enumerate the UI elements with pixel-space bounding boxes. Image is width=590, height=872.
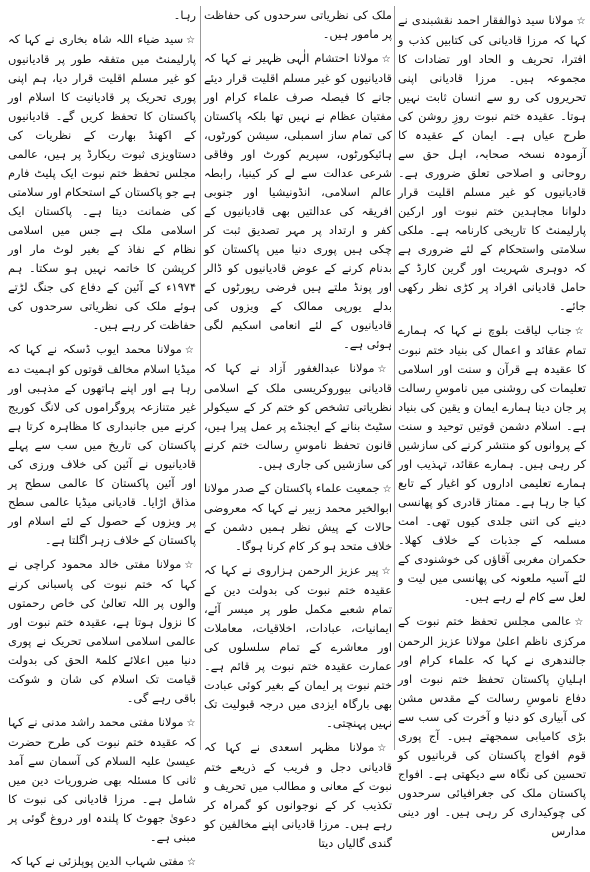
paragraph-text: مولانا احتشام الٰہی ظہیر نے کہا کہ قادیانیوں کو غیر مسلم اقلیت قرار دیئے جانے کا فیصلہ صرف علماء کرام اور مفتیان عظام نے نہیں تھا بلکہ پاکستان کی تمام ساز اسمبلی، سیشن کورٹوں، ہائیکورٹوں، سپریم کورٹ اور وفاقی شرعی عدالت سے لے کر کینیا، رابطہ عالم اسلامی، انڈونیشیا اور جنوبی افریقہ کی عدالتیں بھی قادیانیوں کے کفر و ارتداد پر مہر تصدیق ثبت کر چکی ہیں پوری دنیا میں پاکستان کو بدنام کرنے کے عوض قادیانیوں کو ڈالر اور پونڈ ملتے ہیں فرضی رپورٹوں کے بدلے یورپی ممالک کے ویزوں کی قادیانیوں کے لئے انعامی اسکیم لگی ہوئی ہے۔ [204,51,392,351]
paragraph-text: عالمی مجلس تحفظ ختم نبوت کے مرکزی ناظم اعلیٰ مولانا عزیز الرحمن جالندھری نے کہا کہ علماء کرام اور اہلیانِ پاکستان تحفظ ختم نبوت اور دفاع ناموسِ رسالت کے مقدس مشن کی آبیاری کو دنیا و آخرت کی سب سے بڑی کامیابی سمجھتے ہیں۔ آج پوری قوم افواج پاکستان کی قربانیوں کو تحسین کی نگاہ سے دیکھتی ہے۔ افواج پاکستان ملک کی جغرافیائی سرحدوں کی چوکیداری کر رہی ہیں۔ اور دینی مدارس [398,614,586,838]
star-bullet-icon: ☆ [377,743,392,754]
paragraph-text: مولانا مظہر اسعدی نے کہا کہ قادیانی دجل و فریب کے ذریعے ختم نبوت کے معانی و مطالب میں تحریف و تکذیب کر کے نوجوانوں کو گمراہ کر رہے ہیں۔ مرزا قادیانی اپنے مخالفین کو گندی گالیاں دیتا [204,740,392,850]
paragraph-text: پیر عزیز الرحمن ہزاروی نے کہا کہ عقیدہ ختم نبوت کی بدولت دین کے تمام شعبے مکمل طور پر میسر آئے، ایمانیات، عبادات، اخلاقیات، معاملات اور معاشرے کے تمام سلسلوں کی عمارت عقیدہ ختم نبوت پر قائم ہے۔ ختم نبوت پر ایمان کے بغیر کوئی عبادت بھی بارگاہ ایزدی میں درجہ قبولیت تک نہیں پہنچتی۔ [204,563,392,730]
column-middle [204,6,393,850]
star-bullet-icon: ☆ [377,364,392,375]
paragraph [8,30,196,335]
star-bullet-icon: ☆ [187,857,196,868]
paragraph [204,359,392,474]
paragraph [8,852,196,872]
paragraph [8,6,196,25]
paragraph-text: جناب لیاقت بلوچ نے کہا کہ ہمارے تمام عقائد و اعمال کی بنیاد ختم نبوت کا عقیدہ ہے قرآن و سنت اور اسلامی تعلیمات کی روشنی میں ناموسِ رسالت پر جان دینا ہمارے ایمان و یقین کی بنیاد ہے۔ اسلام دشمن قوتیں توحید و سنت کے پروانوں کو منتشر کرنے کی سازشیں کر رہی ہیں۔ ہمارے عقائد، تہذیب اور ہمارے تعلیمی اداروں کو اغیار کے تابع کیا جا رہا ہے۔ ممتاز قادری کو پھانسی دینے کی اتنی جلدی کیوں تھی۔ امت مسلمہ کے جذبات کے خلاف کھلا۔ حکمران مغربی آقاؤں کی خوشنودی کے لئے آسیہ ملعونہ کی پھانسی میں لیت و لعل سے کام لے رہے ہیں۔ [398,323,586,604]
paragraph [8,555,196,708]
paragraph-text: جمعیت علماء پاکستان کے صدر مولانا ابوالخیر محمد زبیر نے کہا کہ معروضی حالات کے پیش نظر ہمیں دشمن کے خلاف متحد ہو کر کام کرنا ہوگا۔ [204,481,392,553]
star-bullet-icon: ☆ [574,617,587,628]
paragraph [204,6,392,44]
star-bullet-icon: ☆ [381,54,392,65]
column-left [8,6,197,868]
star-bullet-icon: ☆ [186,718,196,729]
paragraph-text: ملک کی نظریاتی سرحدوں کی حفاظت پر مامور ہیں۔ [204,8,392,41]
column-divider [394,6,395,750]
paragraph-text: مولانا مفتی محمد راشد مدنی نے کہا کہ عقیدہ ختم نبوت کی طرح حضرت عیسیٰ علیہ السلام کی آسمان سے آمد ثانی کا مسئلہ بھی ضروریات دین میں شامل ہے۔ مرزا قادیانی کی نبوت کا دعویٰ جھوٹ کا پلندہ اور دروغ گوئی پر مبنی ہے۔ [8,715,196,844]
star-bullet-icon: ☆ [574,326,587,337]
paragraph [398,612,586,841]
paragraph-text: رہا۔ [173,8,196,22]
star-bullet-icon: ☆ [186,35,196,46]
paragraph [204,49,392,354]
paragraph [204,738,392,853]
star-bullet-icon: ☆ [381,566,393,577]
star-bullet-icon: ☆ [382,484,392,495]
paragraph [204,561,392,733]
column-right [398,6,587,838]
paragraph-text: مولانا محمد ایوب ڈسکہ نے کہا کہ میڈیا اسلام مخالف قوتوں کو اہمیت دے رہا ہے اور اپنے ہاتھوں کے مذہبی اور غیر متنازعہ پروگراموں کی لانگ کوریج کرنے میں جانبداری کا مظاہرہ کرتا ہے پاکستان کی تاریخ میں سب سے پہلے قادیانیوں نے آئین کی خلاف ورزی کی اور آئین پاکستان کا عالمی سطح پر مذاق اڑایا۔ قادیانی میڈیا عالمی سطح پر ویزوں کے حصول کے لئے اسلام اور پاکستان کے خلاف زہر اگلتا ہے۔ [8,342,196,547]
paragraph-text: مولانا عبدالغفور آزاد نے کہا کہ قادیانی بیوروکریسی ملک کے اسلامی نظریاتی تشخص کو ختم کر کے سیکولر سٹیٹ بنانے کے ایجنڈے پر عمل پیرا ہیں، قانون تحفظ ناموسِ رسالت ختم کرنے کی سازشیں کی جاری ہیں۔ [204,361,392,471]
paragraph [398,321,586,607]
paragraph-text: مولانا سید ذوالفقار احمد نقشبندی نے کہا کہ مرزا قادیانی کی کتابیں کذب و افترا، تحریف و الحاد اور تضادات کا مجموعہ ہیں۔ مرزا قادیانی اپنی تحریروں کی رو سے انسان ثابت نہیں ہوتا۔ عقیدہ ختم نبوت روزِ روشن کی طرح عیاں ہے۔ ایمان کے عقیدہ کا آزمودہ نسخہ صحابہ، اہل حق سے روحانی و اصلاحی تعلق ضروری ہے۔ قادیانیوں کو غیر مسلم اقلیت قرار دلوانا مجاہدین ختم نبوت اور ارکین پارلیمنٹ کا تاریخی کارنامہ ہے۔ ملکی سلامتی واستحکام کے لئے ضروری ہے کہ دوہری شہریت اور گرین کارڈ کے حامل قادیانی افراد پر کڑی نظر رکھی جائے۔ [398,13,586,313]
paragraph-text: سید ضیاء اللہ شاہ بخاری نے کہا کہ پارلیمنٹ میں متفقہ طور پر قادیانیوں کو غیر مسلم اقلیت قرار دیا، ہم اپنی پوری تحریک پر قادیانیت کا اسلام اور پاکستان کا تحفظ کریں گے۔ قادیانیوں کے اکھنڈ بھارت کے نظریات کی دستاویزی ثبوت ریکارڈ پر ہیں، عالمی مجلس تحفظ ختم نبوت ایک پلیٹ فارم ہے جو پاکستان کے استحکام اور سلامتی کی ضمانت دیتا ہے۔ پاکستان ایک اسلامی ملک ہے جس میں اسلامی نظام کے نفاذ کے بغیر لوٹ مار اور کرپشن کا خاتمہ نہیں ہو سکتا۔ ہم ۱۹۷۴ء کے آئین کے دفاع کی جنگ لڑتے ہوئے ملک کی نظریاتی سرحدوں کی حفاظت کر رہے ہیں۔ [8,32,196,332]
star-bullet-icon: ☆ [184,345,197,356]
paragraph [398,11,586,316]
paragraph [204,479,392,556]
star-bullet-icon: ☆ [576,16,587,27]
column-divider [200,6,201,750]
paragraph-text: مفتی شہاب الدین پوپلزئی نے کہا کہ [10,854,185,868]
star-bullet-icon: ☆ [184,560,197,571]
paragraph-text: مولانا مفتی خالد محمود کراچی نے کہا کہ ختم نبوت کی پاسبانی کرنے والوں پر اللہ تعالیٰ کی خاص رحمتوں کا نزول ہوتا ہے، عقیدہ ختم نبوت اور عالمی اسلامی اسلامی تحریک نے پوری دنیا میں اعلائے کلمۃ الحق کی بدولت قیامت تک اسلام کی شان و شوکت باقی رہے گی۔ [8,557,196,705]
paragraph [8,713,196,847]
paragraph [8,340,196,550]
